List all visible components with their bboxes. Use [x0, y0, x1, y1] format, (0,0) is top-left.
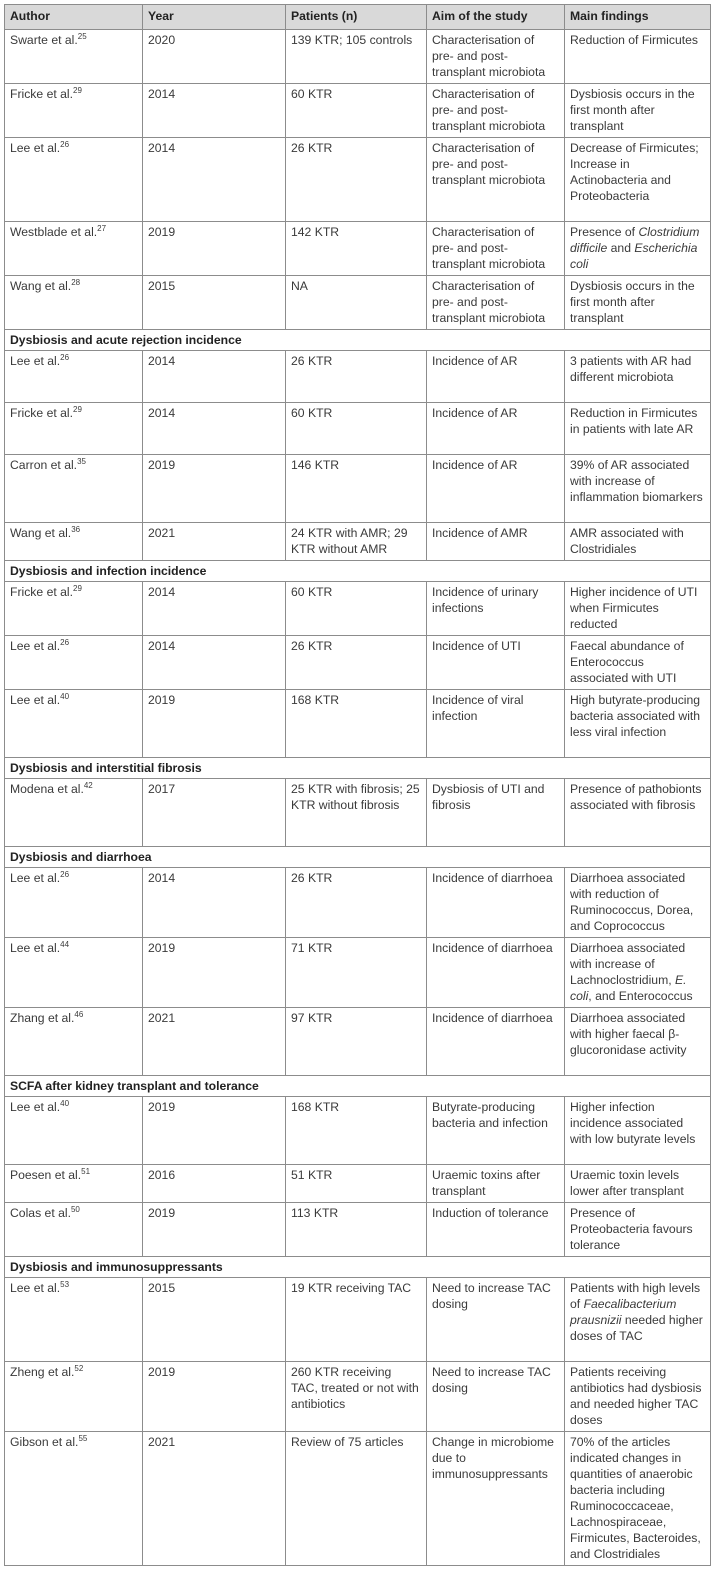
- cell-findings: [565, 222, 711, 276]
- cell-patients: 60 KTR: [286, 403, 427, 455]
- cell-author: [5, 582, 143, 636]
- cell-aim: Incidence of diarrhoea: [427, 868, 565, 938]
- cell-year: 2021: [143, 523, 286, 561]
- cell-author: [5, 636, 143, 690]
- findings-text: needed higher doses of TAC: [570, 1313, 703, 1343]
- table-row: [5, 138, 711, 222]
- reference-number: 46: [74, 1009, 84, 1019]
- reference-number: 40: [60, 691, 70, 701]
- cell-patients: 146 KTR: [286, 455, 427, 523]
- table-row: [5, 403, 711, 455]
- reference-number: 51: [81, 1166, 91, 1176]
- cell-patients: 26 KTR: [286, 636, 427, 690]
- author-name: Lee et al.: [10, 639, 61, 653]
- cell-author: [5, 938, 143, 1008]
- table-body: [5, 30, 711, 1566]
- table-row: [5, 1165, 711, 1203]
- cell-findings: 3 patients with AR had different microbiota: [565, 351, 711, 403]
- section-heading: Dysbiosis and interstitial fibrosis: [5, 758, 711, 779]
- cell-findings: Reduction in Firmicutes in patients with late AR: [565, 403, 711, 455]
- cell-patients: 260 KTR receiving TAC, treated or not with antibiotics: [286, 1362, 427, 1432]
- cell-findings: Dysbiosis occurs in the first month after transplant: [565, 276, 711, 330]
- table-row: [5, 938, 711, 1008]
- author-name: Modena et al.: [10, 782, 84, 796]
- cell-year: 2014: [143, 636, 286, 690]
- reference-number: 29: [73, 85, 82, 95]
- cell-year: 2014: [143, 582, 286, 636]
- cell-year: 2019: [143, 1097, 286, 1165]
- cell-year: 2015: [143, 276, 286, 330]
- reference-number: 26: [60, 352, 70, 362]
- cell-year: 2016: [143, 1165, 286, 1203]
- findings-italic-text: Clostridium difficile: [570, 225, 700, 255]
- author-name: Lee et al.: [10, 141, 61, 155]
- cell-author: [5, 138, 143, 222]
- cell-findings: Presence of pathobionts associated with fibrosis: [565, 779, 711, 847]
- section-heading-row: [5, 561, 711, 582]
- cell-patients: 25 KTR with fibrosis; 25 KTR without fibrosis: [286, 779, 427, 847]
- cell-findings: Patients receiving antibiotics had dysbiosis and needed higher TAC doses: [565, 1362, 711, 1432]
- cell-author: [5, 779, 143, 847]
- author-name: Wang et al.: [10, 526, 72, 540]
- cell-patients: Review of 75 articles: [286, 1432, 427, 1566]
- table-row: [5, 222, 711, 276]
- cell-findings: Diarrhoea associated with reduction of Ruminococcus, Dorea, and Coprococcus: [565, 868, 711, 938]
- author-name: Swarte et al.: [10, 33, 78, 47]
- header-row: [5, 5, 711, 30]
- findings-text: Diarrhoea associated with increase of Lachnoclostridium,: [570, 941, 686, 987]
- findings-italic-text: E. coli: [570, 973, 687, 1003]
- cell-year: 2019: [143, 1362, 286, 1432]
- cell-aim: Induction of tolerance: [427, 1203, 565, 1257]
- reference-number: 42: [83, 780, 93, 790]
- author-name: Lee et al.: [10, 871, 61, 885]
- cell-patients: 51 KTR: [286, 1165, 427, 1203]
- cell-patients: 26 KTR: [286, 868, 427, 938]
- cell-author: [5, 1278, 143, 1362]
- section-heading: Dysbiosis and diarrhoea: [5, 847, 711, 868]
- cell-aim: Characterisation of pre- and post-transplant microbiota: [427, 138, 565, 222]
- section-heading: Dysbiosis and acute rejection incidence: [5, 330, 711, 351]
- cell-aim: Characterisation of pre- and post-transplant microbiota: [427, 30, 565, 84]
- cell-findings: [565, 938, 711, 1008]
- author-name: Lee et al.: [10, 1100, 61, 1114]
- cell-author: [5, 1097, 143, 1165]
- cell-aim: Incidence of diarrhoea: [427, 938, 565, 1008]
- cell-patients: 60 KTR: [286, 582, 427, 636]
- section-heading: Dysbiosis and immunosuppressants: [5, 1257, 711, 1278]
- table-row: [5, 1097, 711, 1165]
- cell-findings: 70% of the articles indicated changes in quantities of anaerobic bacteria including Ruminococcaceae, Lachnospiraceae, Firmicutes, Bacteroides, and Clostridiales: [565, 1432, 711, 1566]
- cell-aim: Need to increase TAC dosing: [427, 1362, 565, 1432]
- reference-number: 26: [60, 869, 70, 879]
- table-row: [5, 636, 711, 690]
- cell-findings: Reduction of Firmicutes: [565, 30, 711, 84]
- cell-author: [5, 351, 143, 403]
- cell-aim: Incidence of AR: [427, 403, 565, 455]
- table-row: [5, 1278, 711, 1362]
- section-heading: SCFA after kidney transplant and tolerance: [5, 1076, 711, 1097]
- cell-findings: Uraemic toxin levels lower after transplant: [565, 1165, 711, 1203]
- reference-number: 26: [60, 637, 70, 647]
- cell-patients: 168 KTR: [286, 1097, 427, 1165]
- cell-author: [5, 1362, 143, 1432]
- cell-aim: Incidence of AR: [427, 351, 565, 403]
- section-heading: Dysbiosis and infection incidence: [5, 561, 711, 582]
- cell-patients: 26 KTR: [286, 351, 427, 403]
- cell-aim: Incidence of diarrhoea: [427, 1008, 565, 1076]
- cell-year: 2014: [143, 351, 286, 403]
- section-heading-row: [5, 758, 711, 779]
- cell-findings: 39% of AR associated with increase of inflammation biomarkers: [565, 455, 711, 523]
- section-heading-row: [5, 1257, 711, 1278]
- findings-italic-text: Escherichia coli: [570, 241, 698, 271]
- section-heading-row: [5, 330, 711, 351]
- cell-year: 2019: [143, 938, 286, 1008]
- cell-findings: Dysbiosis occurs in the first month after transplant: [565, 84, 711, 138]
- cell-year: 2015: [143, 1278, 286, 1362]
- reference-number: 28: [71, 277, 81, 287]
- cell-patients: 142 KTR: [286, 222, 427, 276]
- author-name: Lee et al.: [10, 354, 61, 368]
- findings-text: Patients with high levels of: [570, 1281, 701, 1311]
- cell-year: 2014: [143, 403, 286, 455]
- cell-findings: Decrease of Firmicutes; Increase in Actinobacteria and Proteobacteria: [565, 138, 711, 222]
- cell-year: 2014: [143, 84, 286, 138]
- table-row: [5, 582, 711, 636]
- cell-aim: Incidence of UTI: [427, 636, 565, 690]
- table-row: [5, 351, 711, 403]
- header-year: Year: [143, 5, 286, 30]
- cell-aim: Uraemic toxins after transplant: [427, 1165, 565, 1203]
- author-name: Lee et al.: [10, 693, 61, 707]
- table-row: [5, 84, 711, 138]
- cell-author: [5, 690, 143, 758]
- cell-year: 2019: [143, 1203, 286, 1257]
- header-aim: Aim of the study: [427, 5, 565, 30]
- reference-number: 25: [77, 31, 87, 41]
- reference-number: 52: [74, 1363, 84, 1373]
- reference-number: 50: [70, 1204, 80, 1214]
- author-name: Gibson et al.: [10, 1435, 79, 1449]
- cell-aim: Incidence of AMR: [427, 523, 565, 561]
- cell-year: 2020: [143, 30, 286, 84]
- cell-patients: 60 KTR: [286, 84, 427, 138]
- cell-author: [5, 868, 143, 938]
- cell-findings: AMR associated with Clostridiales: [565, 523, 711, 561]
- cell-patients: 139 KTR; 105 controls: [286, 30, 427, 84]
- cell-year: 2019: [143, 690, 286, 758]
- table-row: [5, 1008, 711, 1076]
- table-row: [5, 455, 711, 523]
- cell-findings: Diarrhoea associated with higher faecal β-glucoronidase activity: [565, 1008, 711, 1076]
- studies-table: [4, 4, 711, 1566]
- header-patients: Patients (n): [286, 5, 427, 30]
- author-name: Colas et al.: [10, 1206, 71, 1220]
- cell-author: [5, 1432, 143, 1566]
- author-name: Westblade et al.: [10, 225, 98, 239]
- cell-year: 2019: [143, 222, 286, 276]
- reference-number: 36: [71, 524, 81, 534]
- reference-number: 27: [97, 223, 107, 233]
- cell-author: [5, 1008, 143, 1076]
- cell-aim: Butyrate-producing bacteria and infection: [427, 1097, 565, 1165]
- cell-aim: Characterisation of pre- and post-transplant microbiota: [427, 222, 565, 276]
- header-author: Author: [5, 5, 143, 30]
- author-name: Lee et al.: [10, 1281, 61, 1295]
- cell-year: 2019: [143, 455, 286, 523]
- cell-aim: Change in microbiome due to immunosuppressants: [427, 1432, 565, 1566]
- cell-patients: 113 KTR: [286, 1203, 427, 1257]
- reference-number: 44: [60, 939, 70, 949]
- table-row: [5, 30, 711, 84]
- author-name: Wang et al.: [10, 279, 72, 293]
- header-findings: Main findings: [565, 5, 711, 30]
- section-heading-row: [5, 847, 711, 868]
- author-name: Fricke et al.: [10, 87, 73, 101]
- section-heading-row: [5, 1076, 711, 1097]
- cell-author: [5, 403, 143, 455]
- cell-findings: Higher infection incidence associated with low butyrate levels: [565, 1097, 711, 1165]
- cell-author: [5, 523, 143, 561]
- cell-year: 2021: [143, 1008, 286, 1076]
- cell-author: [5, 84, 143, 138]
- cell-aim: Characterisation of pre- and post-transplant microbiota: [427, 276, 565, 330]
- cell-patients: 168 KTR: [286, 690, 427, 758]
- cell-patients: NA: [286, 276, 427, 330]
- author-name: Fricke et al.: [10, 406, 73, 420]
- cell-patients: 71 KTR: [286, 938, 427, 1008]
- reference-number: 26: [60, 139, 70, 149]
- table-row: [5, 779, 711, 847]
- cell-year: 2017: [143, 779, 286, 847]
- reference-number: 40: [60, 1098, 70, 1108]
- cell-aim: Dysbiosis of UTI and fibrosis: [427, 779, 565, 847]
- cell-patients: 24 KTR with AMR; 29 KTR without AMR: [286, 523, 427, 561]
- cell-findings: [565, 1278, 711, 1362]
- findings-text: Presence of: [570, 225, 639, 239]
- reference-number: 35: [77, 456, 86, 466]
- author-name: Lee et al.: [10, 941, 61, 955]
- cell-author: [5, 222, 143, 276]
- cell-aim: Characterisation of pre- and post-transplant microbiota: [427, 84, 565, 138]
- table-header: [5, 5, 711, 30]
- cell-aim: Incidence of AR: [427, 455, 565, 523]
- reference-number: 55: [78, 1433, 88, 1443]
- cell-patients: 26 KTR: [286, 138, 427, 222]
- table-row: [5, 1203, 711, 1257]
- cell-aim: Need to increase TAC dosing: [427, 1278, 565, 1362]
- author-name: Carron et al.: [10, 458, 78, 472]
- cell-findings: Faecal abundance of Enterococcus associated with UTI: [565, 636, 711, 690]
- cell-findings: High butyrate-producing bacteria associated with less viral infection: [565, 690, 711, 758]
- cell-author: [5, 1203, 143, 1257]
- table-row: [5, 276, 711, 330]
- author-name: Fricke et al.: [10, 585, 73, 599]
- findings-text: , and Enterococcus: [588, 989, 693, 1003]
- cell-author: [5, 1165, 143, 1203]
- author-name: Zhang et al.: [10, 1011, 75, 1025]
- cell-year: 2014: [143, 138, 286, 222]
- author-name: Zheng et al.: [10, 1365, 75, 1379]
- cell-aim: Incidence of viral infection: [427, 690, 565, 758]
- cell-author: [5, 276, 143, 330]
- cell-findings: Higher incidence of UTI when Firmicutes reducted: [565, 582, 711, 636]
- cell-year: 2021: [143, 1432, 286, 1566]
- cell-aim: Incidence of urinary infections: [427, 582, 565, 636]
- cell-findings: Presence of Proteobacteria favours tolerance: [565, 1203, 711, 1257]
- cell-author: [5, 455, 143, 523]
- table-row: [5, 868, 711, 938]
- table-row: [5, 523, 711, 561]
- table-row: [5, 1362, 711, 1432]
- findings-text: and: [607, 241, 635, 255]
- cell-patients: 97 KTR: [286, 1008, 427, 1076]
- author-name: Poesen et al.: [10, 1168, 82, 1182]
- table-row: [5, 1432, 711, 1566]
- cell-patients: 19 KTR receiving TAC: [286, 1278, 427, 1362]
- table-row: [5, 690, 711, 758]
- reference-number: 53: [60, 1279, 70, 1289]
- reference-number: 29: [73, 583, 82, 593]
- cell-year: 2014: [143, 868, 286, 938]
- findings-italic-text: Faecalibacterium prausnizii: [570, 1297, 677, 1327]
- cell-author: [5, 30, 143, 84]
- reference-number: 29: [73, 404, 82, 414]
